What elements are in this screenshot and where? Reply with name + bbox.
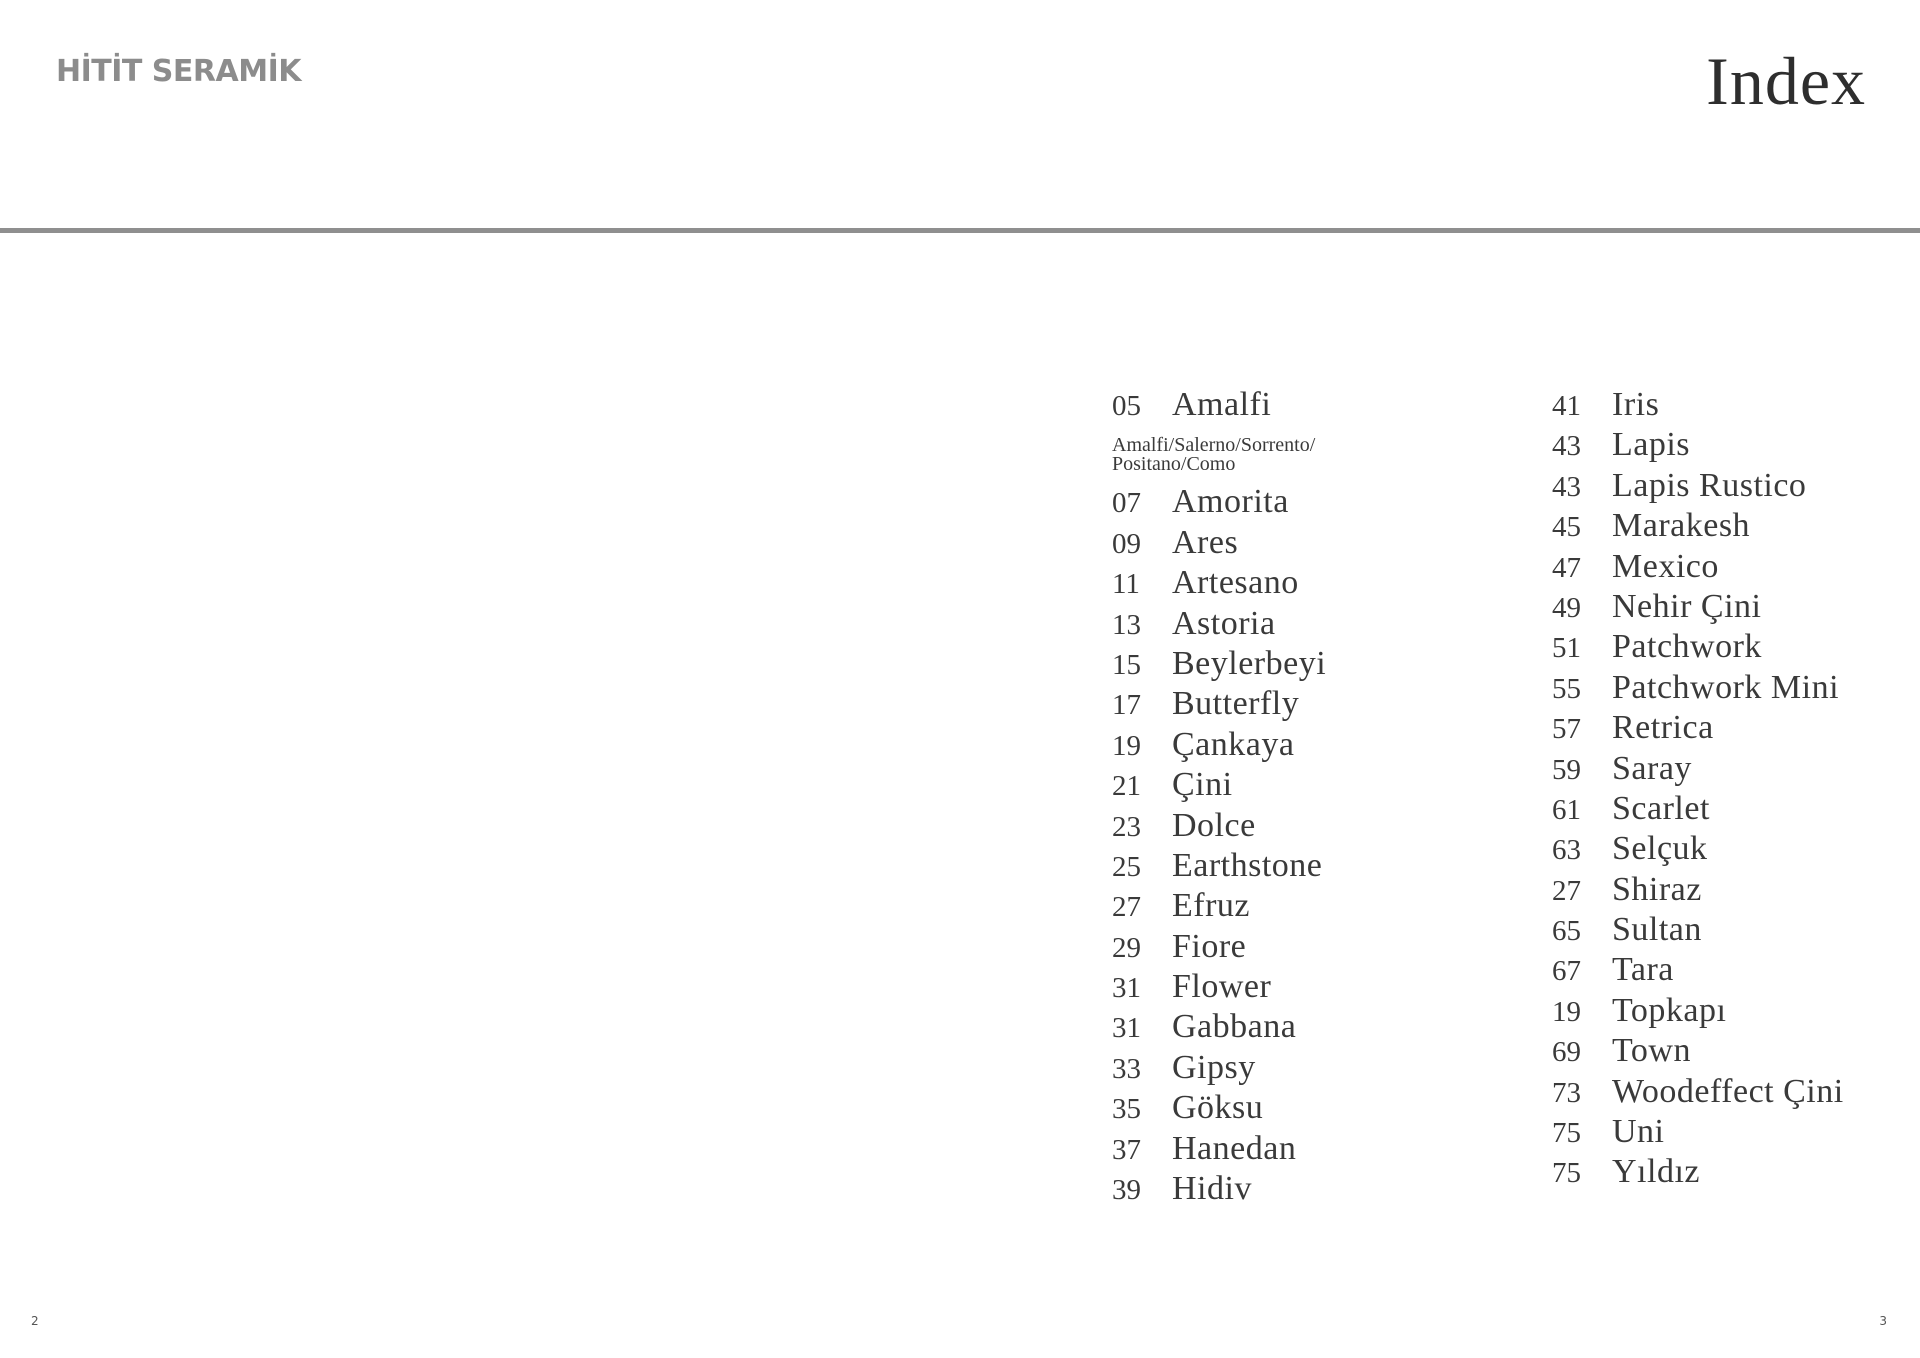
index-entry-page: 15 <box>1112 648 1141 681</box>
index-entry-page: 25 <box>1112 850 1141 883</box>
index-entry[interactable] <box>1552 709 1920 749</box>
index-entry-name: Lapis <box>1612 426 1691 464</box>
index-entry-name: Lapis Rustico <box>1612 466 1807 504</box>
index-entry-name: Fiore <box>1172 927 1247 965</box>
index-entry-page: 75 <box>1552 1157 1581 1190</box>
index-list-right <box>1552 386 1920 1194</box>
index-entry[interactable] <box>1112 1089 1512 1129</box>
index-entry-page: 39 <box>1112 1174 1141 1207</box>
index-entry[interactable] <box>1112 645 1512 685</box>
index-entry[interactable] <box>1552 386 1920 426</box>
index-entry[interactable] <box>1552 1113 1920 1153</box>
index-entry-name: Iris <box>1612 386 1660 423</box>
index-entry[interactable] <box>1552 507 1920 547</box>
index-entry-name: Astoria <box>1172 604 1276 642</box>
index-entry-name: Town <box>1612 1032 1691 1070</box>
index-entry-name: Göksu <box>1172 1089 1264 1127</box>
index-entry-name: Amalfi <box>1172 386 1272 423</box>
index-entry-page: 29 <box>1112 931 1141 964</box>
index-entry-name: Hanedan <box>1172 1129 1297 1167</box>
index-entry-name: Çini <box>1172 766 1233 804</box>
index-entry-name: Artesano <box>1172 564 1299 602</box>
index-entry-name: Dolce <box>1172 806 1256 844</box>
index-entry-subtitle: Amalfi/Salerno/Sorrento/ Positano/Como <box>1112 434 1316 476</box>
index-entry-name: Uni <box>1612 1113 1665 1151</box>
index-entry-page: 63 <box>1552 834 1581 867</box>
index-entry[interactable] <box>1112 766 1512 806</box>
index-entry[interactable] <box>1552 669 1920 709</box>
index-entry-page: 31 <box>1112 1012 1141 1045</box>
index-entry-page: 61 <box>1552 793 1581 826</box>
index-entry[interactable] <box>1112 685 1512 725</box>
index-entry-page: 43 <box>1552 430 1581 463</box>
index-entry-name: Amorita <box>1172 483 1289 521</box>
index-entry-page: 43 <box>1552 470 1581 503</box>
index-entry-page: 13 <box>1112 608 1141 641</box>
index-entry-page: 47 <box>1552 551 1581 584</box>
index-entry[interactable] <box>1112 1130 1512 1170</box>
index-entry-name: Yıldız <box>1612 1153 1700 1191</box>
index-entry-name: Tara <box>1612 951 1674 989</box>
index-entry[interactable] <box>1552 790 1920 830</box>
index-entry-name: Hidiv <box>1172 1170 1252 1208</box>
index-entry-page: 19 <box>1112 729 1141 762</box>
index-entry-page: 19 <box>1552 995 1581 1028</box>
index-entry[interactable] <box>1112 605 1512 645</box>
index-entry-name: Topkapı <box>1612 991 1727 1029</box>
index-entry-name: Shiraz <box>1612 870 1702 908</box>
index-entry-name: Gabbana <box>1172 1008 1297 1046</box>
index-entry[interactable] <box>1552 1153 1920 1193</box>
index-entry-name: Retrica <box>1612 709 1714 747</box>
index-entry-page: 41 <box>1552 390 1581 422</box>
index-entry-page: 11 <box>1112 568 1140 601</box>
index-entry-name: Butterfly <box>1172 685 1300 723</box>
index-entry-name: Beylerbeyi <box>1172 644 1327 682</box>
index-entry[interactable] <box>1112 928 1512 968</box>
index-entry[interactable] <box>1112 524 1512 564</box>
index-entry-page: 73 <box>1552 1076 1581 1109</box>
index-entry[interactable] <box>1552 1032 1920 1072</box>
index-entry-page: 21 <box>1112 770 1141 803</box>
index-entry-name: Patchwork Mini <box>1612 668 1840 706</box>
index-entry-page: 37 <box>1112 1133 1141 1166</box>
index-entry[interactable] <box>1112 807 1512 847</box>
index-entry-page: 35 <box>1112 1093 1141 1126</box>
index-entry[interactable] <box>1552 750 1920 790</box>
page-title: Index <box>1706 43 1866 119</box>
index-entry-page: 05 <box>1112 390 1141 422</box>
index-entry-name: Flower <box>1172 968 1272 1006</box>
index-entry-page: 59 <box>1552 753 1581 786</box>
index-entry[interactable] <box>1112 847 1512 887</box>
brand-name: HİTİT SERAMİK <box>56 54 301 89</box>
index-entry[interactable] <box>1112 564 1512 604</box>
index-entry[interactable] <box>1112 386 1512 426</box>
index-entry[interactable] <box>1112 726 1512 766</box>
index-entry-name: Gipsy <box>1172 1048 1256 1086</box>
index-entry[interactable] <box>1112 1049 1512 1089</box>
index-entry[interactable] <box>1112 968 1512 1008</box>
index-entry[interactable] <box>1552 992 1920 1032</box>
index-entry-name: Earthstone <box>1172 846 1323 884</box>
index-entry-name: Selçuk <box>1612 830 1708 868</box>
index-entry-page: 31 <box>1112 972 1141 1005</box>
index-entry-page: 23 <box>1112 810 1141 843</box>
index-entry-name: Nehir Çini <box>1612 587 1762 625</box>
index-entry-page: 51 <box>1552 632 1581 665</box>
index-column-left <box>1112 386 1512 1210</box>
index-entry[interactable] <box>1112 1008 1512 1048</box>
index-entry[interactable] <box>1552 467 1920 507</box>
index-entry[interactable] <box>1552 1073 1920 1113</box>
index-entry-name: Çankaya <box>1172 725 1295 763</box>
index-entry-name: Patchwork <box>1612 628 1762 666</box>
index-entry-name: Sultan <box>1612 911 1702 949</box>
index-entry-page: 27 <box>1552 874 1581 907</box>
index-entry-page: 27 <box>1112 891 1141 924</box>
index-entry[interactable] <box>1112 887 1512 927</box>
index-entry-page: 17 <box>1112 689 1141 722</box>
index-entry-page: 65 <box>1552 915 1581 948</box>
index-entry-page: 09 <box>1112 527 1141 560</box>
index-entry-page: 45 <box>1552 511 1581 544</box>
index-entry[interactable] <box>1552 951 1920 991</box>
index-entry[interactable] <box>1552 830 1920 870</box>
index-entry[interactable] <box>1552 548 1920 588</box>
index-entry[interactable] <box>1552 588 1920 628</box>
index-entry-page: 49 <box>1552 591 1581 624</box>
index-entry-page: 07 <box>1112 487 1141 520</box>
index-entry-page: 33 <box>1112 1052 1141 1085</box>
index-entry[interactable] <box>1552 628 1920 668</box>
page-number-left: 2 <box>31 1314 39 1328</box>
index-entry-name: Efruz <box>1172 887 1251 925</box>
index-list-left <box>1112 483 1512 1210</box>
index-entry[interactable] <box>1552 871 1920 911</box>
page-number-right: 3 <box>1879 1314 1887 1328</box>
index-entry-name: Marakesh <box>1612 507 1751 545</box>
index-column-right <box>1552 386 1920 1194</box>
index-entry-name: Scarlet <box>1612 789 1710 827</box>
index-entry-name: Saray <box>1612 749 1692 787</box>
index-entry-page: 69 <box>1552 1036 1581 1069</box>
index-entry-name: Woodeffect Çini <box>1612 1072 1844 1110</box>
index-entry[interactable] <box>1552 426 1920 466</box>
index-entry-page: 57 <box>1552 713 1581 746</box>
index-entry[interactable] <box>1112 1170 1512 1210</box>
index-entry-page: 75 <box>1552 1117 1581 1150</box>
index-entry[interactable] <box>1112 483 1512 523</box>
header-divider <box>0 228 1920 233</box>
index-entry-page: 67 <box>1552 955 1581 988</box>
index-entry[interactable] <box>1552 911 1920 951</box>
index-entry-page: 55 <box>1552 672 1581 705</box>
index-entry-name: Ares <box>1172 523 1239 561</box>
index-entry-name: Mexico <box>1612 547 1719 585</box>
